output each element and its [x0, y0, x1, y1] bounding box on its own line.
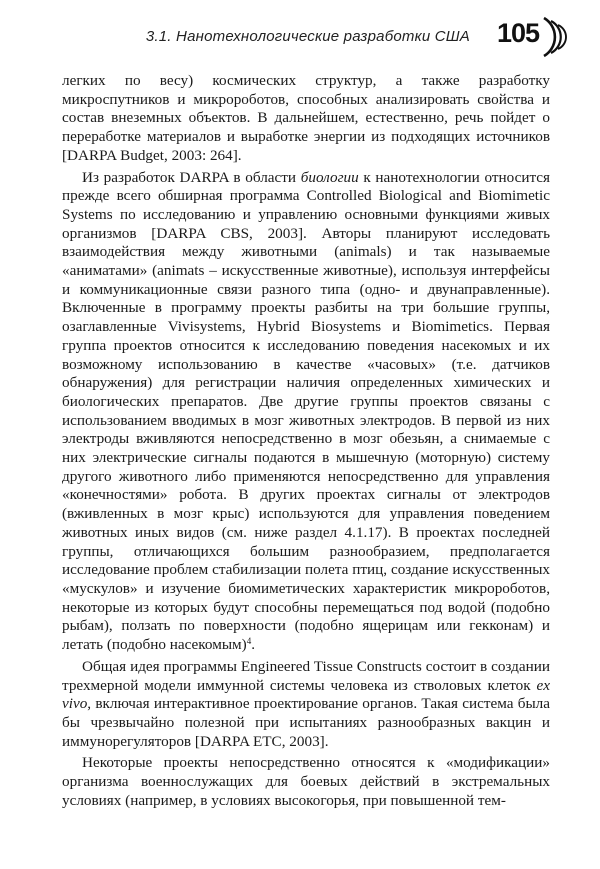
- page-number-arcs-icon: [540, 14, 580, 60]
- paragraph-4: Некоторые проекты непосредственно относятся к «модификации» организма военнослужащих для боевых действий в экстремальных условиях (например, в условиях высокогорья, при повышенной тем-: [62, 754, 550, 809]
- running-title: 3.1. Нанотехнологические разработки США: [145, 28, 470, 45]
- emphasis-biology: биологии: [300, 168, 359, 186]
- emphasis-ex-vivo: ex vivo: [62, 676, 550, 713]
- paragraph-1: легких по весу) космических структур, а также разработку микроспутников и микророботов, способных анализировать свойства и состав внеземных объектов. В дальнейшем, естественно, речь пойдет о переработке материалов и выработке энергии из подходящих источников [DARPA Budget, 2003: 264].: [62, 72, 550, 164]
- page-number: 105: [497, 18, 540, 48]
- paragraph-2: Из разработок DARPA в области биологии к нанотехнологии относится прежде всего обширная программа Controlled Biological and Biomimetic Systems по исследованию и управлению основными функциями живых организмов [DARPA CBS, 2003]. Авторы планируют исследовать взаимодействия между животными (animals) и так называемые «аниматами» (animats – искусственные животные), используя интерфейсы и коммуникационные связи разного типа (одно- и двунаправленные). Включенные в программу проекты разбиты на три большие группы, озаглавленные Vivisystems, Hybrid Biosystems и Biomimetics. Первая группа проектов относится к исследованию поведения насекомых и их возможному использованию в качестве «часовых» (т.е. датчиков обнаружения) для регистрации наличия определенных химических и биологических препаратов. Две другие группы проектов связаны с использованием вводимых в мозг животных электродов. В первой из них электроды вживляются непосредственно в мозг обезьян, а снимаемые с них электрические сигналы подаются в мышечную (моторную) систему другого животного либо применяются непосредственно для управления «конечностями» робота. В других проектах сигналы от электродов (вживленных в мозг крыс) используются для управления поведением животных иных видов (см. ниже раздел 4.1.17). В проектах последней группы, отличающихся большим разнообразием, предполагается исследование проблем стабилизации полета птиц, создание искусственных «мускулов» и изучение биомиметических характеристик микророботов, некоторые из которых будут способны перемещаться под водой (подобно рыбам), ползать по поверхности (подобно ящерицам или гекконам) и летать (подобно насекомым)$^4$.: [62, 168, 550, 654]
- footnote-marker[interactable]: 4: [246, 636, 252, 647]
- body-text: [62, 72, 550, 810]
- paragraph-3: Общая идея программы Engineered Tissue Constructs состоит в создании трехмерной модели иммунной системы человека из стволовых клеток ex vivo, включая интерактивное проектирование органов. Такая система была бы чрезвычайно полезной при испытаниях разнообразных вакцин и иммунорегуляторов [DARPA ETC, 2003].: [62, 657, 550, 750]
